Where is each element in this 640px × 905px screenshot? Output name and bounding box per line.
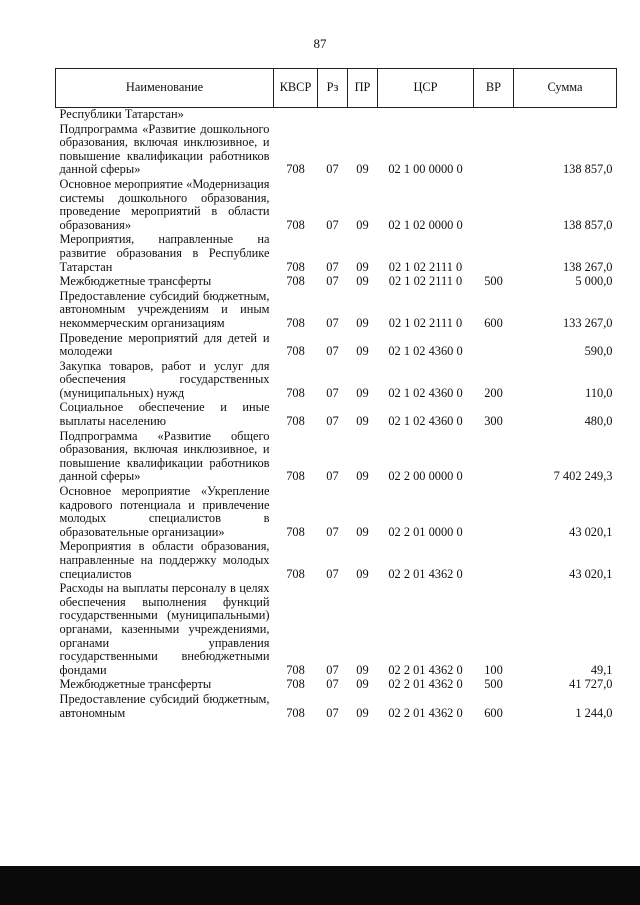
- row-kvsr: 708: [286, 162, 305, 177]
- row-rz: 07: [326, 677, 339, 692]
- row-kvsr: 708: [286, 705, 305, 720]
- row-pr: 09: [356, 274, 369, 289]
- scan-bottom-edge: [0, 866, 640, 905]
- row-rz: 07: [326, 217, 339, 232]
- row-pr: 09: [356, 315, 369, 330]
- row-kvsr: 708: [286, 385, 305, 400]
- row-kvsr: 708: [286, 469, 305, 484]
- row-pr: 09: [356, 524, 369, 539]
- table-row: [56, 289, 617, 331]
- row-rz: 07: [326, 385, 339, 400]
- row-csr: 02 1 02 4360 0: [388, 385, 463, 400]
- table-header: [56, 69, 617, 108]
- row-sum: [514, 108, 617, 122]
- row-name: Проведение мероприятий для детей и молодежи: [59, 330, 270, 359]
- table-row: [56, 122, 617, 177]
- row-vr: [474, 331, 514, 359]
- row-rz: 07: [326, 469, 339, 484]
- row-kvsr: 708: [286, 414, 305, 429]
- row-csr: [378, 108, 474, 122]
- row-csr: 02 1 00 0000 0: [388, 162, 463, 177]
- table-row: [56, 232, 617, 274]
- row-name: Республики Татарстан»: [59, 107, 184, 121]
- row-vr: [474, 108, 514, 122]
- row-csr: 02 1 02 4360 0: [388, 414, 463, 429]
- row-sum: 5 000,0: [575, 274, 613, 289]
- row-name: Мероприятия в области образования, направленные на поддержку молодых специалистов: [59, 539, 270, 581]
- row-kvsr: 708: [286, 259, 305, 274]
- row-rz: 07: [326, 566, 339, 581]
- row-rz: 07: [326, 662, 339, 677]
- table-body: [56, 108, 617, 721]
- table-row: [56, 177, 617, 232]
- row-pr: 09: [356, 414, 369, 429]
- table-row: [56, 400, 617, 428]
- row-vr: 200: [484, 385, 503, 400]
- row-name: Основное мероприятие «Модернизация системы дошкольного образования, проведение мероприятий в области образования»: [59, 176, 270, 232]
- header-kvsr: КВСР: [274, 69, 318, 108]
- row-pr: 09: [356, 217, 369, 232]
- row-csr: 02 1 02 2111 0: [388, 259, 463, 274]
- table-row: [56, 331, 617, 359]
- row-rz: 07: [326, 705, 339, 720]
- row-rz: [318, 108, 348, 122]
- row-csr: 02 1 02 0000 0: [388, 217, 463, 232]
- row-name: Основное мероприятие «Укрепление кадрового потенциала и привлечение молодых специалистов в образовательные организации»: [59, 484, 270, 539]
- row-kvsr: 708: [286, 217, 305, 232]
- row-pr: 09: [356, 469, 369, 484]
- header-rz: Рз: [318, 69, 348, 108]
- row-csr: 02 2 01 4362 0: [388, 677, 463, 692]
- row-pr: 09: [356, 162, 369, 177]
- row-name: Подпрограмма «Развитие дошкольного образования, включая инклюзивное, и повышение квалификации работников данной сферы»: [59, 121, 270, 177]
- row-name: Подпрограмма «Развитие общего образования, включая инклюзивное, и повышение квалификации работников данной сферы»: [59, 428, 270, 484]
- row-sum: 43 020,1: [569, 524, 613, 539]
- row-kvsr: 708: [286, 524, 305, 539]
- row-pr: [348, 108, 378, 122]
- row-sum: 138 857,0: [562, 217, 613, 232]
- row-pr: 09: [356, 677, 369, 692]
- row-rz: 07: [326, 274, 339, 289]
- row-sum: 49,1: [590, 662, 613, 677]
- row-vr: [474, 122, 514, 177]
- row-vr: 500: [484, 677, 503, 692]
- header-vr: ВР: [474, 69, 514, 108]
- row-vr: 300: [484, 414, 503, 429]
- row-pr: 09: [356, 344, 369, 359]
- header-name: Наименование: [56, 69, 274, 108]
- header-pr: ПР: [348, 69, 378, 108]
- row-sum: 138 267,0: [562, 259, 613, 274]
- row-name: Межбюджетные трансферты: [59, 274, 212, 289]
- table-row: [56, 359, 617, 401]
- row-sum: 43 020,1: [569, 566, 613, 581]
- row-csr: 02 2 01 4362 0: [388, 705, 463, 720]
- row-pr: 09: [356, 259, 369, 274]
- header-csr: ЦСР: [378, 69, 474, 108]
- row-sum: 590,0: [584, 344, 613, 359]
- row-rz: 07: [326, 259, 339, 274]
- row-pr: 09: [356, 662, 369, 677]
- row-name: Мероприятия, направленные на развитие образования в Республике Татарстан: [59, 232, 270, 274]
- row-rz: 07: [326, 344, 339, 359]
- row-csr: 02 2 01 4362 0: [388, 566, 463, 581]
- row-sum: 1 244,0: [575, 705, 613, 720]
- table-row: [56, 484, 617, 539]
- row-name: Расходы на выплаты персоналу в целях обеспечения выполнения функций государственными (муниципальными) органами, казенными учреждениями, органами управления государственными внебюджетными фондами: [59, 581, 270, 677]
- table-row: [56, 429, 617, 484]
- table-row: [56, 108, 617, 122]
- row-name: Социальное обеспечение и иные выплаты населению: [59, 400, 270, 429]
- row-sum: 41 727,0: [569, 677, 613, 692]
- table-row: [56, 677, 617, 692]
- row-vr: 100: [484, 662, 503, 677]
- row-name: Предоставление субсидий бюджетным, автономным: [59, 691, 270, 720]
- budget-table: [55, 68, 617, 720]
- row-csr: 02 2 01 0000 0: [388, 524, 463, 539]
- row-vr: 600: [484, 705, 503, 720]
- page-number: 87: [313, 36, 327, 51]
- row-vr: [474, 429, 514, 484]
- row-name: Межбюджетные трансферты: [59, 677, 212, 692]
- row-csr: 02 1 02 2111 0: [388, 315, 463, 330]
- row-rz: 07: [326, 162, 339, 177]
- table-row: [56, 581, 617, 677]
- row-csr: 02 2 01 4362 0: [388, 662, 463, 677]
- row-csr: 02 2 00 0000 0: [388, 469, 463, 484]
- row-sum: 7 402 249,3: [553, 469, 613, 484]
- row-sum: 110,0: [585, 385, 613, 400]
- row-kvsr: 708: [286, 315, 305, 330]
- row-kvsr: 708: [286, 677, 305, 692]
- row-kvsr: [274, 108, 318, 122]
- row-kvsr: 708: [286, 566, 305, 581]
- row-vr: [474, 177, 514, 232]
- row-sum: 133 267,0: [562, 315, 613, 330]
- row-kvsr: 708: [286, 344, 305, 359]
- row-name: Закупка товаров, работ и услуг для обеспечения государственных (муниципальных) нужд: [59, 358, 270, 400]
- row-rz: 07: [326, 414, 339, 429]
- row-name: Предоставление субсидий бюджетным, автономным учреждениям и иным некоммерческим организациям: [59, 288, 270, 330]
- row-pr: 09: [356, 705, 369, 720]
- row-rz: 07: [326, 524, 339, 539]
- header-sum: Сумма: [514, 69, 617, 108]
- row-kvsr: 708: [286, 662, 305, 677]
- row-vr: [474, 484, 514, 539]
- row-kvsr: 708: [286, 274, 305, 289]
- table-row: [56, 539, 617, 581]
- row-vr: 500: [484, 274, 503, 289]
- row-vr: 600: [484, 315, 503, 330]
- row-pr: 09: [356, 385, 369, 400]
- row-sum: 138 857,0: [562, 162, 613, 177]
- table-row: [56, 692, 617, 720]
- table-row: [56, 274, 617, 289]
- row-vr: [474, 539, 514, 581]
- row-csr: 02 1 02 4360 0: [388, 344, 463, 359]
- row-rz: 07: [326, 315, 339, 330]
- row-vr: [474, 232, 514, 274]
- row-csr: 02 1 02 2111 0: [388, 274, 463, 289]
- row-sum: 480,0: [584, 414, 613, 429]
- row-pr: 09: [356, 566, 369, 581]
